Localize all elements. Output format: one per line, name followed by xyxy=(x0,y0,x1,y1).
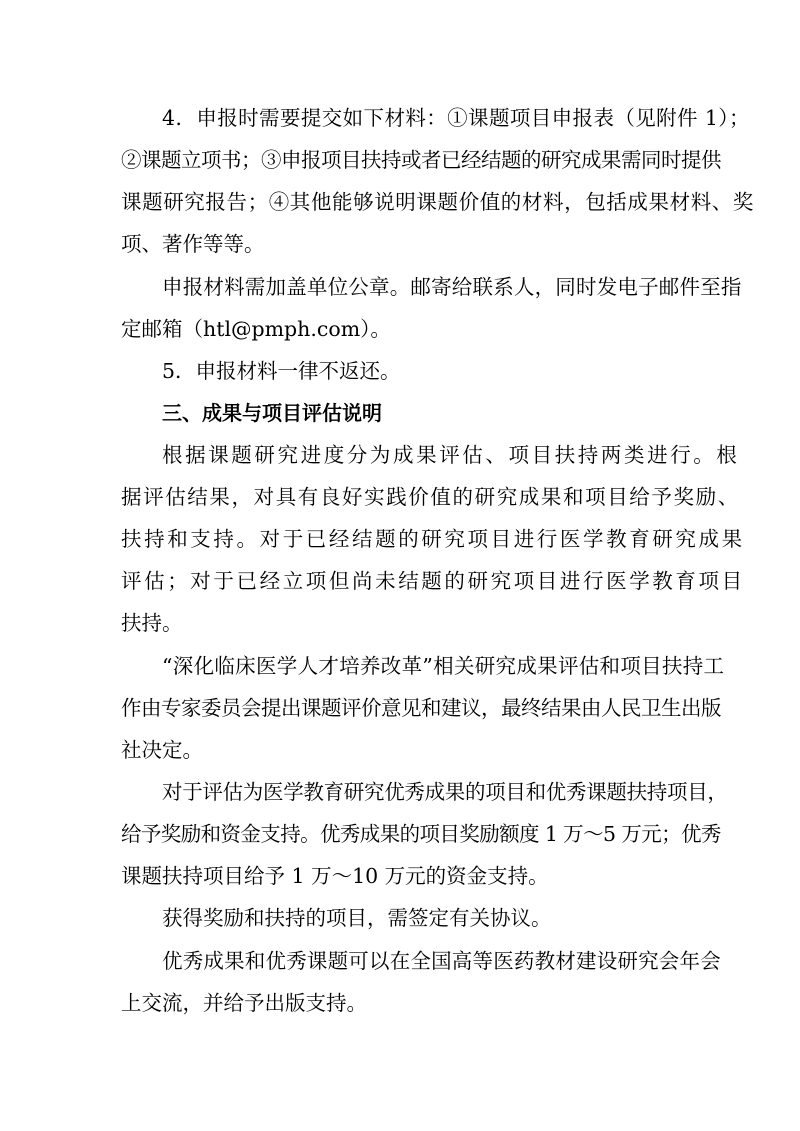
paragraph-line: 申报材料需加盖单位公章。邮寄给联系人，同时发电子邮件至指 xyxy=(162,275,742,299)
paragraph-line: 扶持。 xyxy=(121,611,183,635)
paragraph-line: 作由专家委员会提出课题评价意见和建议，最终结果由人民卫生出版 xyxy=(121,696,721,720)
paragraph-line: 定邮箱（htl@pmph.com）。 xyxy=(121,317,391,341)
paragraph-line: 课题扶持项目给予 1 万～10 万元的资金支持。 xyxy=(121,864,549,888)
paragraph-line: 据评估结果，对具有良好实践价值的研究成果和项目给予奖励、 xyxy=(121,485,740,509)
paragraph-line: 上交流，并给予出版支持。 xyxy=(121,991,367,1015)
paragraph-line: ②课题立项书；③申报项目扶持或者已经结题的研究成果需同时提供 xyxy=(121,148,721,172)
paragraph-line: 社决定。 xyxy=(121,738,203,762)
paragraph-line: 5．申报材料一律不返还。 xyxy=(162,359,401,383)
paragraph-line: 评估；对于已经立项但尚未结题的研究项目进行医学教育项目 xyxy=(121,569,745,593)
paragraph-line: 获得奖励和扶持的项目，需签定有关协议。 xyxy=(162,906,552,930)
paragraph-line: 优秀成果和优秀课题可以在全国高等医药教材建设研究会年会 xyxy=(162,949,721,973)
paragraph-line: 项、著作等等。 xyxy=(121,232,265,256)
paragraph-line: “深化临床医学人才培养改革”相关研究成果评估和项目扶持工 xyxy=(162,654,725,678)
paragraph-line: 4．申报时需要提交如下材料：①课题项目申报表（见附件 1）； xyxy=(162,106,750,130)
section-title: 三、成果与项目评估说明 xyxy=(162,401,382,425)
paragraph-line: 课题研究报告；④其他能够说明课题价值的材料，包括成果材料、奖 xyxy=(121,190,754,214)
paragraph-line: 扶持和支持。对于已经结题的研究项目进行医学教育研究成果 xyxy=(121,527,745,551)
paragraph-line: 根据课题研究进度分为成果评估、项目扶持两类进行。根 xyxy=(162,443,740,467)
paragraph-line: 对于评估为医学教育研究优秀成果的项目和优秀课题扶持项目， xyxy=(162,780,728,804)
paragraph-line: 给予奖励和资金支持。优秀成果的项目奖励额度 1 万～5 万元；优秀 xyxy=(121,822,721,846)
